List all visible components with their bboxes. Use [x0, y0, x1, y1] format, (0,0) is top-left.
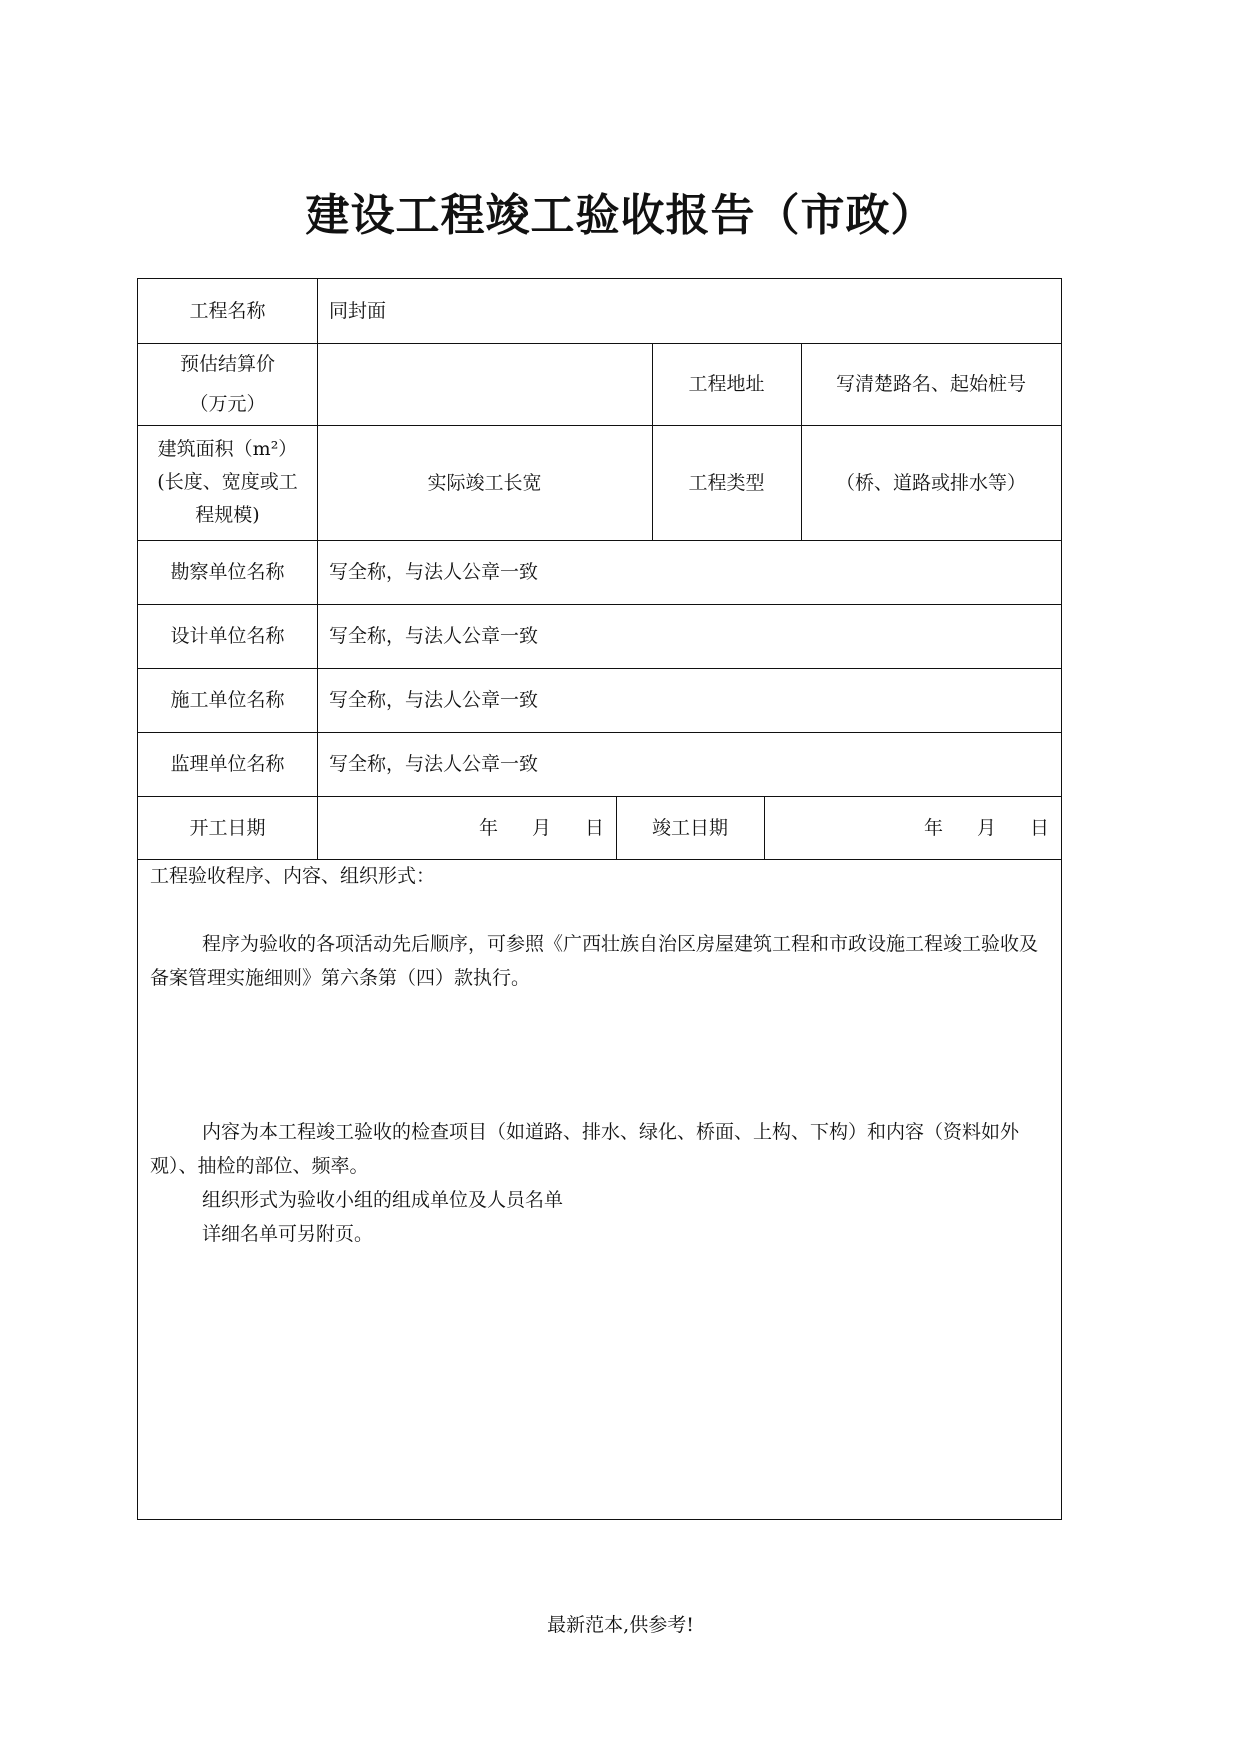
- area-value: 实际竣工长宽: [427, 471, 542, 494]
- design-label: 设计单位名称: [170, 625, 285, 647]
- estimate-label: 预估结算价 （万元）: [179, 353, 275, 415]
- finish-month: 月: [976, 816, 996, 839]
- project-name-label: 工程名称: [189, 300, 266, 322]
- address-label: 工程地址: [688, 373, 765, 395]
- finish-day: 日: [1029, 816, 1049, 839]
- supervision-value: 写全称，与法人公章一致: [329, 753, 539, 775]
- start-date-value: [317, 796, 616, 859]
- construction-value: 写全称，与法人公章一致: [329, 689, 539, 711]
- survey-value: 写全称，与法人公章一致: [329, 561, 539, 583]
- attachment-note: 详细名单可另附页。: [202, 1223, 374, 1245]
- project-name-value: 同封面: [329, 300, 387, 322]
- organization-paragraph: 组织形式为验收小组的组成单位及人员名单: [202, 1189, 564, 1211]
- content-paragraph: 内容为本工程竣工验收的检查项目（如道路、排水、绿化、桥面、上构、下构）和内容（资料如外观）、抽检的部位、频率。: [150, 1121, 1020, 1177]
- acceptance-form: [137, 278, 1062, 1520]
- procedure-section: [138, 859, 1061, 1519]
- finish-date-label: 竣工日期: [651, 816, 728, 839]
- supervision-label: 监理单位名称: [170, 753, 285, 775]
- design-value: 写全称，与法人公章一致: [329, 625, 539, 647]
- procedure-heading: 工程验收程序、内容、组织形式：: [150, 865, 436, 887]
- footer-note: 最新范本,供参考!: [547, 1614, 694, 1636]
- type-value: （桥、道路或排水等）: [835, 471, 1026, 494]
- finish-date-value: [764, 796, 1061, 859]
- procedure-paragraph: 程序为验收的各项活动先后顺序，可参照《广西壮族自治区房屋建筑工程和市政设施工程竣工验收及备案管理实施细则》第六条第（四）款执行。: [150, 933, 1039, 989]
- type-label: 工程类型: [688, 471, 765, 494]
- estimate-value: [317, 343, 652, 425]
- start-month: 月: [531, 816, 551, 839]
- finish-year: 年: [923, 816, 943, 839]
- start-date-label: 开工日期: [189, 816, 266, 839]
- start-year: 年: [478, 816, 498, 839]
- area-label: 建筑面积（m²） (长度、宽度或工 程规模): [157, 438, 298, 526]
- address-value: 写清楚路名、起始桩号: [835, 373, 1026, 395]
- construction-label: 施工单位名称: [170, 689, 285, 711]
- start-day: 日: [584, 816, 604, 839]
- survey-label: 勘察单位名称: [170, 561, 285, 583]
- page-title: 建设工程竣工验收报告（市政）: [305, 190, 936, 241]
